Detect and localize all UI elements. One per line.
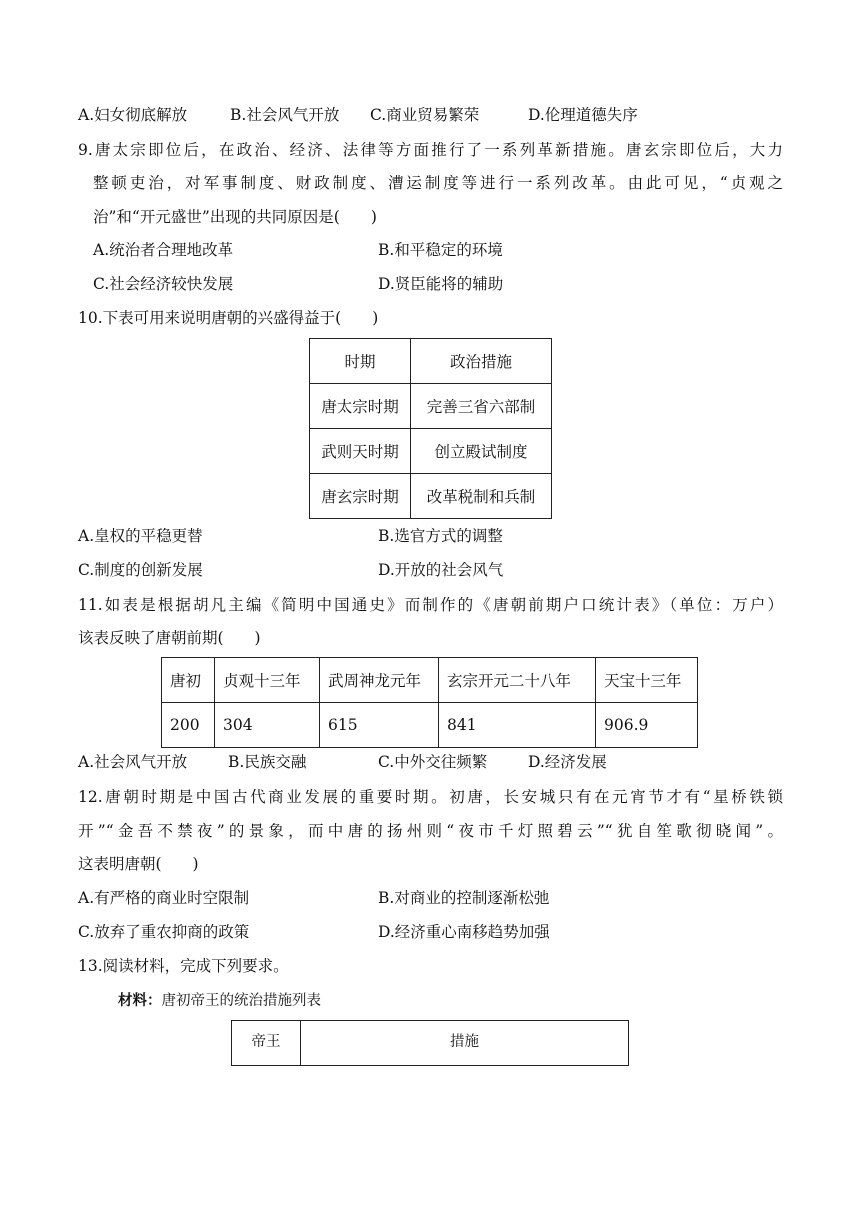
table-header-cell: 武周神龙元年: [320, 658, 439, 703]
material-label: 材料：: [118, 992, 162, 1009]
table-row: [162, 703, 698, 748]
q10-option-d: D.开放的社会风气: [378, 561, 504, 579]
q11-option-d: D.经济发展: [528, 753, 607, 771]
table-header-cell: 唐初: [162, 658, 215, 703]
q12-option-d: D.经济重心南移趋势加强: [378, 923, 550, 941]
table-cell: 841: [439, 703, 596, 748]
q12-option-a: A.有严格的商业时空限制: [78, 889, 250, 907]
table-cell: 615: [320, 703, 439, 748]
table-row: [310, 429, 552, 474]
table-cell: 唐玄宗时期: [310, 474, 411, 519]
q9-stem-line-2: 整顿吏治，对军事制度、财政制度、漕运制度等进行一系列改革。由此可见，“贞观之: [93, 174, 783, 192]
q8-option-d: D.伦理道德失序: [528, 106, 638, 124]
q8-option-b: B.社会风气开放: [230, 106, 340, 124]
table-cell: 武则天时期: [310, 429, 411, 474]
q12-stem-line-2: 开”“金吾不禁夜”的景象，而中唐的扬州则“夜市千灯照碧云”“犹自笙歌彻晓闻”。: [78, 822, 783, 840]
q9-stem-line-3: 治”和“开元盛世”出现的共同原因是( ): [93, 208, 377, 226]
q13-table: [231, 1020, 629, 1066]
q11-option-a: A.社会风气开放: [78, 753, 188, 771]
table-header-cell: 玄宗开元二十八年: [439, 658, 596, 703]
table-header-cell: 贞观十三年: [215, 658, 320, 703]
q11-table: [161, 657, 698, 748]
table-cell: 304: [215, 703, 320, 748]
table-row: [162, 658, 698, 703]
q10-option-b: B.选官方式的调整: [378, 527, 503, 545]
table-cell: 改革税制和兵制: [411, 474, 552, 519]
table-row: [310, 384, 552, 429]
q11-stem-line-1: 11.如表是根据胡凡主编《简明中国通史》而制作的《唐朝前期户口统计表》（单位：万户）: [78, 596, 783, 614]
q12-option-b: B.对商业的控制逐渐松弛: [378, 889, 550, 907]
table-cell: 创立殿试制度: [411, 429, 552, 474]
table-header-cell: 时期: [310, 339, 411, 384]
q10-table: [309, 338, 552, 519]
q9-option-a: A.统治者合理地改革: [93, 241, 234, 259]
q11-stem-line-2: 该表反映了唐朝前期( ): [78, 629, 261, 647]
q8-option-c: C.商业贸易繁荣: [370, 106, 480, 124]
q10-option-a: A.皇权的平稳更替: [78, 527, 203, 545]
table-header-cell: 帝王: [232, 1021, 301, 1066]
q13-stem: 13.阅读材料，完成下列要求。: [78, 957, 289, 975]
q10-stem: 10.下表可用来说明唐朝的兴盛得益于( ): [78, 309, 379, 327]
table-row: [310, 474, 552, 519]
q12-stem-line-3: 这表明唐朝( ): [78, 855, 199, 873]
table-header-cell: 天宝十三年: [596, 658, 698, 703]
q8-option-a: A.妇女彻底解放: [78, 106, 188, 124]
q9-stem-line-1: 9.唐太宗即位后，在政治、经济、法律等方面推行了一系列革新措施。唐玄宗即位后，大力: [78, 141, 783, 159]
table-cell: 200: [162, 703, 215, 748]
table-row: [310, 339, 552, 384]
q12-stem-line-1: 12.唐朝时期是中国古代商业发展的重要时期。初唐，长安城只有在元宵节才有“星桥铁锁: [78, 788, 783, 806]
table-row: [232, 1021, 629, 1066]
material-title: 唐初帝王的统治措施列表: [161, 993, 321, 1009]
table-header-cell: 措施: [301, 1021, 629, 1066]
q9-option-d: D.贤臣能将的辅助: [378, 275, 504, 293]
q12-option-c: C.放弃了重农抑商的政策: [78, 923, 250, 941]
q9-option-b: B.和平稳定的环境: [378, 241, 503, 259]
table-cell: 唐太宗时期: [310, 384, 411, 429]
table-cell: 完善三省六部制: [411, 384, 552, 429]
q9-option-c: C.社会经济较快发展: [93, 275, 234, 293]
q13-material-heading: [118, 991, 321, 1011]
table-cell: 906.9: [596, 703, 698, 748]
q11-option-b: B.民族交融: [228, 753, 307, 771]
q10-option-c: C.制度的创新发展: [78, 561, 203, 579]
table-header-cell: 政治措施: [411, 339, 552, 384]
q11-option-c: C.中外交往频繁: [378, 753, 488, 771]
